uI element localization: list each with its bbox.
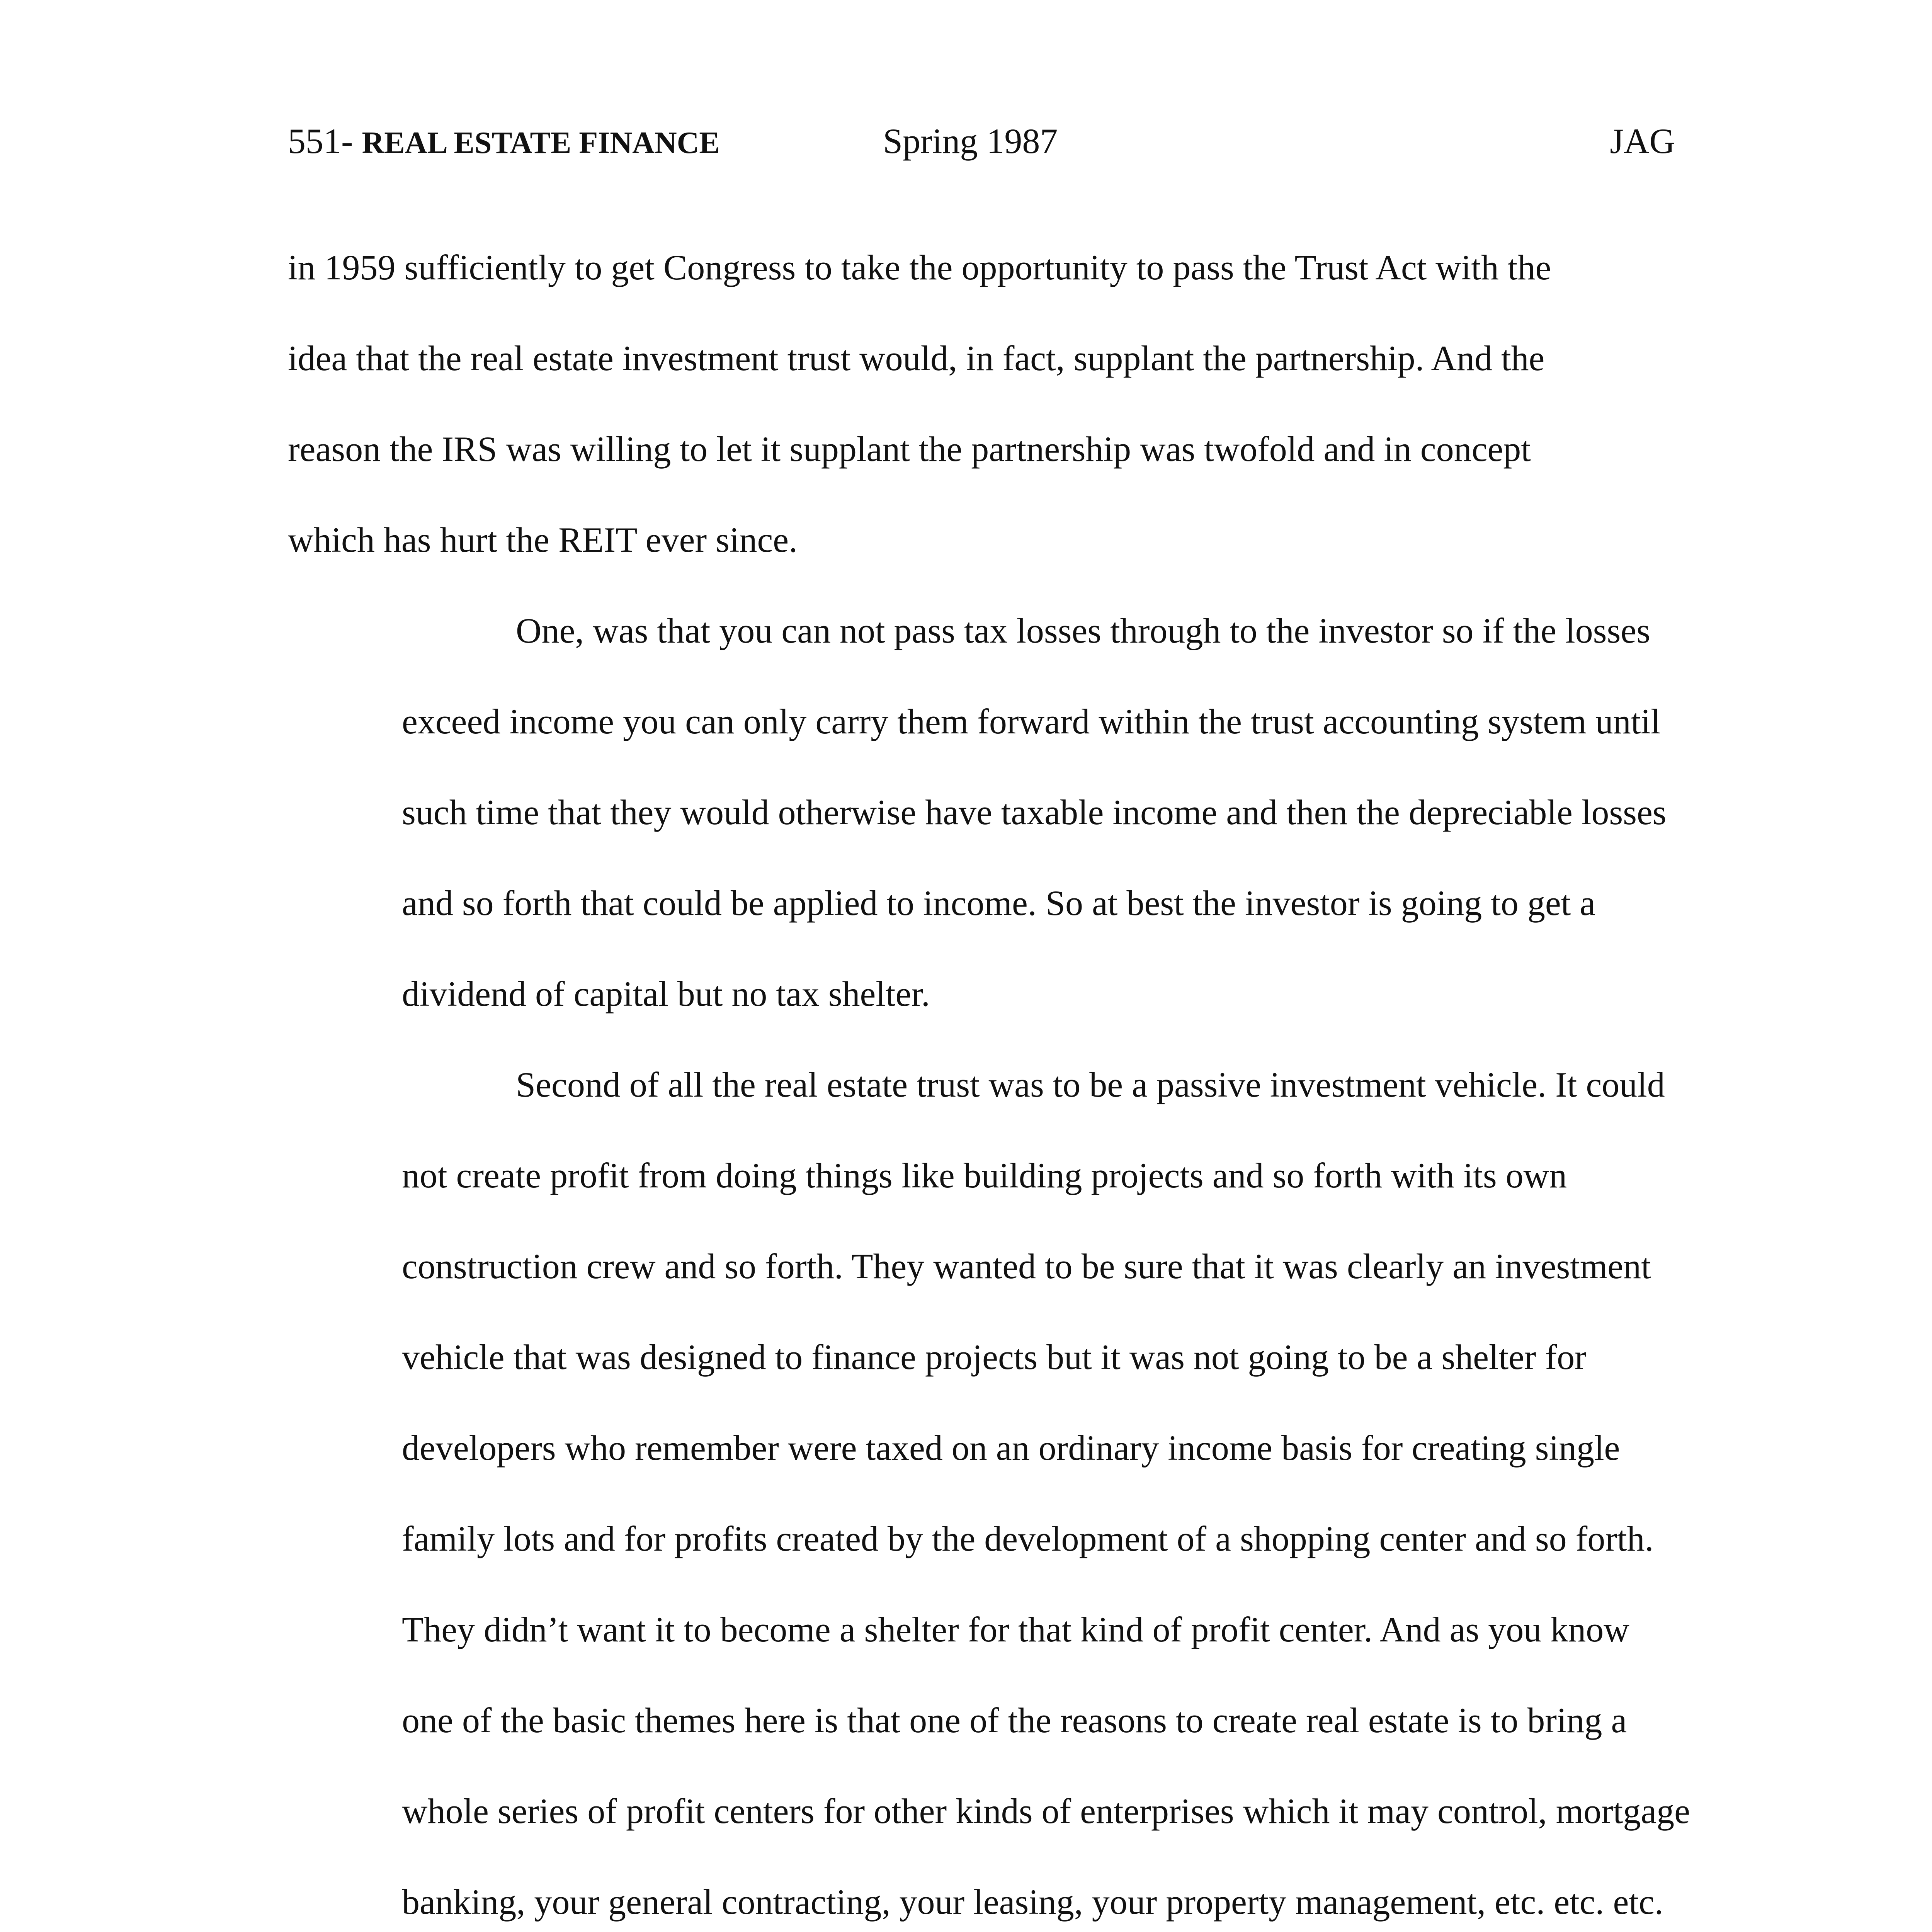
author-initials: JAG xyxy=(1610,121,1675,161)
text-line: and so forth that could be applied to income. So at best the investor is going to get a xyxy=(402,883,1596,923)
page-header xyxy=(288,112,1675,170)
body-text xyxy=(288,222,1690,1932)
text-line: developers who remember were taxed on an ordinary income basis for creating single xyxy=(402,1428,1620,1468)
paragraph xyxy=(288,222,1683,585)
text-line: reason the IRS was willing to let it supplant the partnership was twofold and in concept xyxy=(288,429,1531,469)
text-line: exceed income you can only carry them forward within the trust accounting system until xyxy=(402,702,1661,741)
text-line: family lots and for profits created by the development of a shopping center and so forth. xyxy=(402,1519,1654,1558)
course-name: REAL ESTATE FINANCE xyxy=(362,126,720,160)
text-line: dividend of capital but no tax shelter. xyxy=(402,974,930,1014)
term-label: Spring 1987 xyxy=(883,121,1058,161)
text-line: Second of all the real estate trust was to be a passive investment vehicle. It could xyxy=(516,1065,1665,1104)
course-number: 551- xyxy=(288,121,353,161)
course-label xyxy=(288,112,720,172)
paragraph xyxy=(288,1039,1690,1932)
text-line: vehicle that was designed to finance projects but it was not going to be a shelter for xyxy=(402,1337,1587,1377)
text-line: One, was that you can not pass tax losses through to the investor so if the losses xyxy=(516,611,1650,650)
paragraph xyxy=(288,585,1683,1039)
text-line: such time that they would otherwise have taxable income and then the depreciable losses xyxy=(402,793,1667,832)
text-line: idea that the real estate investment trust would, in fact, supplant the partnership. And the xyxy=(288,338,1545,378)
text-line: banking, your general contracting, your leasing, your property management, etc. etc. etc. xyxy=(402,1882,1663,1922)
text-line: which has hurt the REIT ever since. xyxy=(288,520,798,560)
text-line: in 1959 sufficiently to get Congress to take the opportunity to pass the Trust Act with the xyxy=(288,248,1551,287)
text-line: one of the basic themes here is that one of the reasons to create real estate is to bring a xyxy=(402,1701,1627,1740)
text-line: not create profit from doing things like building projects and so forth with its own xyxy=(402,1156,1567,1195)
text-line: construction crew and so forth. They wanted to be sure that it was clearly an investment xyxy=(402,1247,1651,1286)
text-line: They didn’t want it to become a shelter for that kind of profit center. And as you know xyxy=(402,1610,1629,1649)
text-line: whole series of profit centers for other kinds of enterprises which it may control, mortgage xyxy=(402,1791,1690,1831)
